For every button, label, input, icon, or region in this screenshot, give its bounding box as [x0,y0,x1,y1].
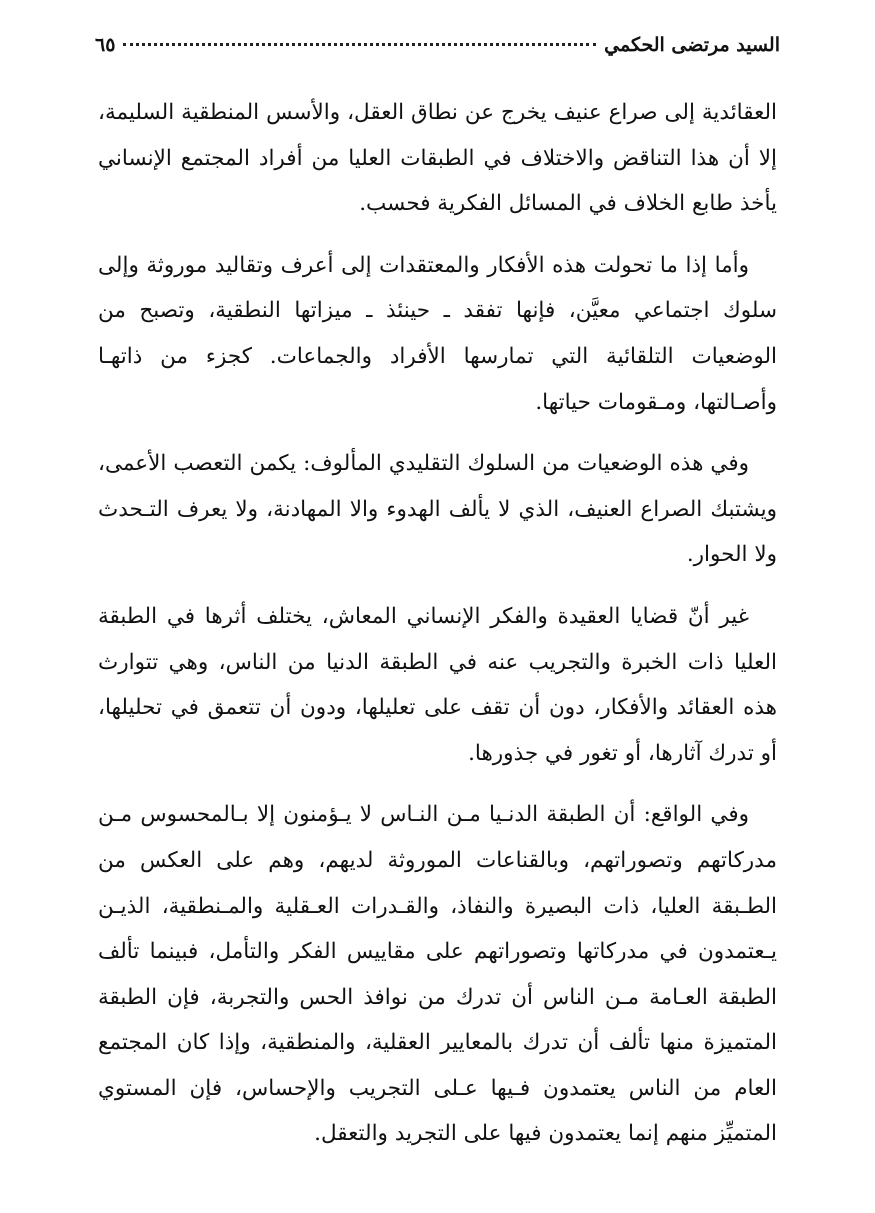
body-text [98,90,777,1173]
paragraph-1: العقائدية إلى صراع عنيف يخرج عن نطاق العقل، والأسس المنطقية السليمة، إلا أن هذا التناقض والاختلاف في الطبقات العليا من أفراد المجتمع الإنساني يأخذ طابع الخلاف في المسائل الفكرية فحسب. [98,100,777,217]
paragraph-4: غير أنّ قضايا العقيدة والفكر الإنساني المعاش، يختلف أثرها في الطبقة العليا ذات الخبرة والتجريب عنه في الطبقة الدنيا من الناس، وهي تتوارث هذه العقائد والأفكار، دون أن تقف على تعليلها، ودون أن تتعمق في تحليلها، أو تدرك آثارها، أو تغور في جذورها. [98,603,777,766]
paragraph-3: وفي هذه الوضعيات من السلوك التقليدي المألوف: يكمن التعصب الأعمى، ويشتبك الصراع العنيف، الذي لا يألف الهدوء والا المهادنة، ولا يعرف التـحدث ولا الحوار. [98,451,777,568]
header-author: السيد مرتضى الحكمي [604,34,780,56]
page-number: ٦٥ [95,34,116,56]
paragraph-2: وأما إذا ما تحولت هذه الأفكار والمعتقدات إلى أعرف وتقاليد موروثة وإلى سلوك اجتماعي معيَّن، فإنها تفقد ـ حينئذ ـ ميزاتها النطقية، وتصبح من الوضعيات التلقائية التي تمارسها الأفراد والجماعات. كجزء من ذاتهـا وأصـالتها، ومـقومات حياتها. [98,252,777,415]
paragraph-5: وفي الواقع: أن الطبقة الدنـيا مـن النـاس لا يـؤمنون إلا بـالمحسوس مـن مدركاتهم وتصوراتهم، وبالقناعات الموروثة لديهم، وهم على العكس من الطـبقة العليا، ذات البصيرة والنفاذ، والقـدرات العـقلية والمـنطقية، الذيـن يـعتمدون في مدركاتها وتصوراتهم على مقاييس الفكر والتأمل، فبينما تألف الطبقة العـامة مـن الناس أن تدرك من نوافذ الحس والتجربة، فإن الطبقة المتميزة منها تألف أن تدرك بالمعايير العقلية، والمنطقية، وإذا كان المجتمع العام من الناس يعتمدون فـيها عـلى التجريب والإحساس، فإن المستوي المتميِّز منهم إنما يعتمدون فيها على التجريد والتعقل. [98,802,777,1147]
running-header [95,34,780,64]
header-dot-leader [123,43,596,46]
